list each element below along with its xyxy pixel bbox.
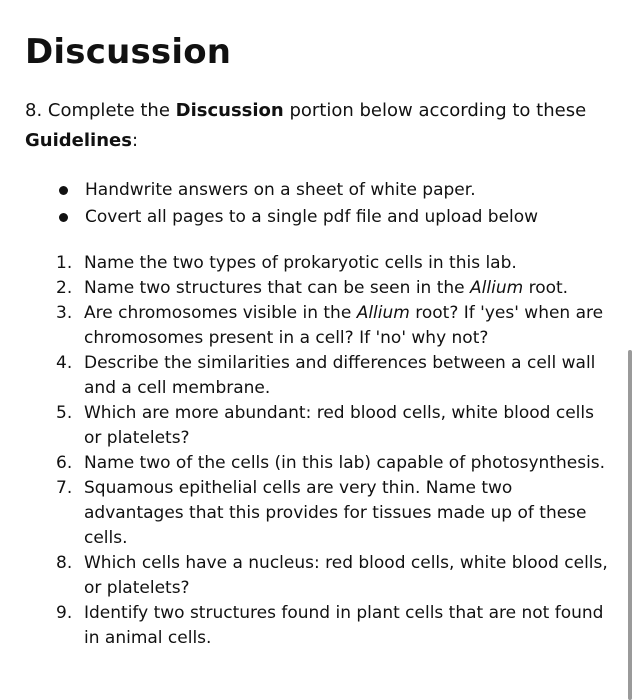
question-text: Identify two structures found in plant cells that are not found in animal cells. [84, 603, 604, 648]
question-item [56, 451, 611, 476]
question-item [56, 476, 611, 551]
question-item [56, 351, 611, 401]
guideline-item: Covert all pages to a single pdf file and upload below [56, 204, 538, 231]
intro-bold-discussion: Discussion [175, 100, 284, 121]
question-text: Which cells have a nucleus: red blood cells, white blood cells, or platelets? [84, 553, 608, 598]
question-number: 3. [56, 303, 73, 323]
question-number: 6. [56, 453, 73, 473]
intro-prefix: 8. Complete the [25, 100, 176, 121]
question-text: Are chromosomes visible in the [84, 303, 357, 323]
intro-bold-guidelines: Guidelines [25, 130, 132, 151]
question-number: 7. [56, 478, 73, 498]
question-text: Name two structures that can be seen in the [84, 278, 471, 298]
question-text-after: root? If 'yes' when are chromosomes present in a cell? If 'no' why not? [84, 303, 604, 348]
question-text: Name the two types of prokaryotic cells in this lab. [84, 253, 517, 273]
question-item [56, 301, 611, 351]
question-number: 4. [56, 353, 73, 373]
question-number: 5. [56, 403, 73, 423]
vertical-scrollbar[interactable] [628, 350, 632, 700]
question-number: 8. [56, 553, 73, 573]
intro-middle: portion below according to these [283, 100, 587, 121]
question-italic: Allium [470, 278, 524, 298]
questions-list [56, 251, 611, 651]
question-text: Name two of the cells (in this lab) capable of photosynthesis. [84, 453, 606, 473]
question-item [56, 251, 611, 276]
question-number: 9. [56, 603, 73, 623]
question-item [56, 401, 611, 451]
question-number: 2. [56, 278, 73, 298]
intro-suffix: : [131, 130, 139, 151]
question-number: 1. [56, 253, 73, 273]
question-text: Describe the similarities and differences between a cell wall and a cell membrane. [84, 353, 596, 398]
question-item [56, 276, 611, 301]
intro-instruction [25, 96, 615, 156]
guideline-item: Handwrite answers on a sheet of white paper. [56, 177, 538, 204]
question-text-after: root. [523, 278, 569, 298]
question-item [56, 601, 611, 651]
question-text: Squamous epithelial cells are very thin. Name two advantages that this provides for tissues made up of these cells. [84, 478, 587, 548]
guidelines-list [56, 177, 538, 231]
question-italic: Allium [356, 303, 410, 323]
question-item [56, 551, 611, 601]
question-text: Which are more abundant: red blood cells, white blood cells or platelets? [84, 403, 594, 448]
page-title: Discussion [25, 32, 232, 72]
